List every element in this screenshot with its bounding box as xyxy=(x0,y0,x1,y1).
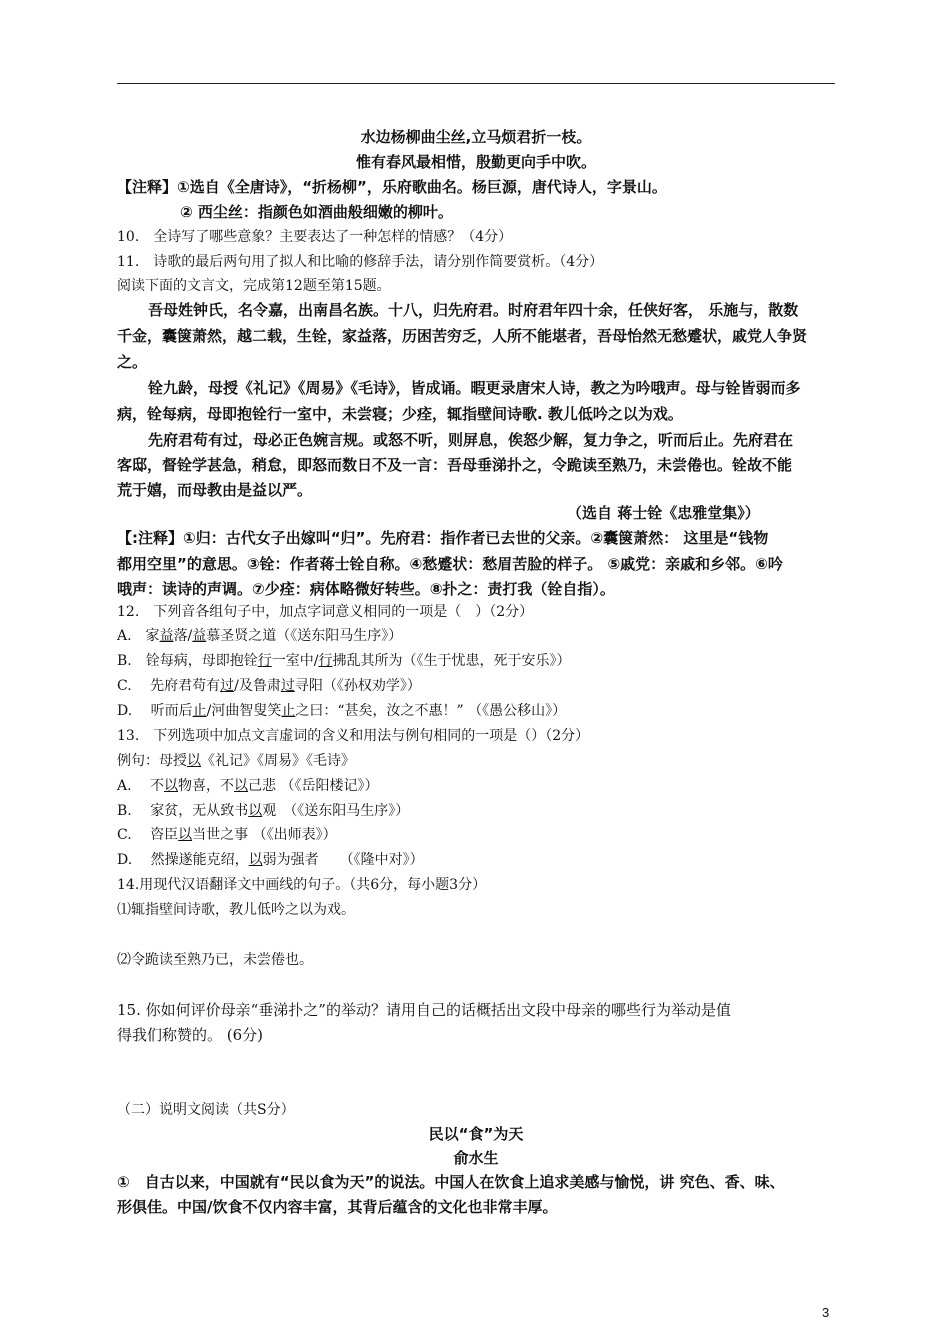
note2-line-2: 都用空里”的意思。③铨：作者蒋士铨自称。④愁蹙状：愁眉苦脸的样子。 ⑤戚党：亲戚和乡邻。⑥吟 xyxy=(117,555,783,573)
question-12-option-d: D. 听而后止/河曲智叟笑止之曰：“甚矣，汝之不惠！” （《愚公移山》） xyxy=(117,703,567,719)
underlined-word: 以 xyxy=(178,827,193,843)
question-14-sentence-1: ⑴辄指壁间诗歌，教儿低吟之以为戏。 xyxy=(117,902,355,918)
question-13-option-a: A. 不以物喜，不以己悲 （《岳阳楼记》） xyxy=(117,778,379,794)
passage-p3-line-3: 荒于嬉，而母教由是益以严。 xyxy=(117,481,313,499)
question-13-example: 例句：母授以《礼记》《周易》《毛诗》 xyxy=(117,753,355,769)
question-13-stem: 13. 下列选项中加点文言虚词的含义和用法与例句相同的一项是（）（2分） xyxy=(117,728,590,744)
question-13-option-b: B. 家贫，无从致书以观 （《送东阳马生序》） xyxy=(117,803,410,819)
passage-p3-line-2: 客邸，督铨学甚急，稍怠，即怒而数日不及一言：吾母垂涕扑之，令跪读至熟乃，未尝倦也。铨故不能 xyxy=(117,456,793,474)
question-12-stem: 12. 下列音各组句子中，加点字词意义相同的一项是（ ）（2分） xyxy=(117,604,534,620)
underlined-word: 止 xyxy=(281,703,296,719)
note2-line-3: 哦声：读诗的声调。⑦少痊：病体略微好转些。⑧扑之：责打我（铨自指）。 xyxy=(117,580,615,598)
question-13-option-d: D. 然操遂能克绍，以弱为强者 （《隆中对》） xyxy=(117,852,424,868)
question-13-option-c: C. 咨臣以当世之事 （《出师表》） xyxy=(117,827,337,843)
article-title: 民以“食”为天 xyxy=(428,1125,524,1143)
question-12-option-a: A. 家益落/益慕圣贤之道（《送东阳马生序》） xyxy=(117,628,403,644)
underlined-word: 以 xyxy=(234,778,249,794)
question-12-option-c: C. 先府君苟有过/及鲁肃过寻阳（《孙权劝学》） xyxy=(117,678,421,694)
underlined-word: 行 xyxy=(318,653,333,669)
passage-p2-line-2: 病，铨每病，母即抱铨行一室中，未尝寝；少痊，辄指壁间诗歌. 教儿低吟之以为戏。 xyxy=(117,405,683,423)
article-p1-line-1: ① 自古以来，中国就有“民以食为天”的说法。中国人在饮食上追求美感与愉悦，讲 究色、香、味、 xyxy=(117,1173,785,1191)
note1-line-1: 【注释】①选自《全唐诗》，“折杨柳”，乐府歌曲名。杨巨源，唐代诗人，字景山。 xyxy=(117,178,667,196)
underlined-word: 止 xyxy=(192,703,207,719)
passage-source: （选自 蒋士铨《忠雅堂集》） xyxy=(567,504,760,522)
note1-line-2: ② 西尘丝：指颜色如酒曲般细嫩的柳叶。 xyxy=(180,203,453,221)
question-14-sentence-2: ⑵令跪读至熟乃已，未尝倦也。 xyxy=(117,952,313,968)
passage-p1-line-3: 之。 xyxy=(117,353,148,371)
passage-p2-line-1: 铨九龄，母授《礼记》《周易》《毛诗》，皆成诵。暇更录唐宋人诗，教之为吟哦声。母与铨皆弱而多 xyxy=(148,379,801,397)
header-rule xyxy=(117,83,835,84)
passage-p1-line-1: 吾母姓钟氏，名令嘉，出南昌名族。十八，归先府君。时府君年四十余，任侠好客， 乐施与，散数 xyxy=(148,301,799,319)
underlined-word: 以 xyxy=(164,778,179,794)
underlined-word: 过 xyxy=(220,678,235,694)
underlined-word: 益 xyxy=(192,628,207,644)
underlined-word: 行 xyxy=(257,653,272,669)
question-15-line-1: 15. 你如何评价母亲“垂涕扑之”的举动？请用自己的话概括出文段中母亲的哪些行为举动是值 xyxy=(117,1001,731,1019)
poem-line-1: 水边杨柳曲尘丝,立马烦君折一枝。 xyxy=(360,128,592,146)
question-14-stem: 14.用现代汉语翻译文中画线的句子。（共6分，每小题3分） xyxy=(117,877,487,893)
section-2-heading: （二）说明文阅读（共S分） xyxy=(117,1102,295,1118)
underlined-word: 过 xyxy=(280,678,295,694)
underlined-word: 以 xyxy=(248,852,263,868)
underlined-word: 以 xyxy=(248,803,263,819)
question-11: 11. 诗歌的最后两句用了拟人和比喻的修辞手法，请分别作简要赏析。（4分） xyxy=(117,254,604,270)
question-15-line-2: 得我们称赞的。 (6分) xyxy=(117,1026,264,1044)
question-12-option-b: B. 铨每病，母即抱铨行一室中/行拂乱其所为（《生于忧患，死于安乐》） xyxy=(117,653,571,669)
note2-line-1: 【:注释】①归：古代女子出嫁叫“归”。先府君：指作者已去世的父亲。②囊箧萧然： 这里是“钱物 xyxy=(117,529,769,547)
article-p1-line-2: 形俱佳。中国/饮食不仅内容丰富，其背后蕴含的文化也非常丰厚。 xyxy=(117,1198,558,1216)
question-10: 10. 全诗写了哪些意象？主要表达了一种怎样的情感？（4分） xyxy=(117,229,513,245)
passage-p1-line-2: 千金，囊箧萧然，越二载，生铨，家益落，历困苦穷乏，人所不能堪者，吾母怡然无愁蹙状，戚党人争贤 xyxy=(117,327,808,345)
page-number: 3 xyxy=(822,1305,830,1320)
article-author: 俞水生 xyxy=(453,1149,499,1167)
underlined-word: 以 xyxy=(187,753,201,769)
reading-intro: 阅读下面的文言文，完成第12题至第15题。 xyxy=(117,278,391,294)
poem-line-2: 惟有春风最相惜，殷勤更向手中吹。 xyxy=(355,153,596,171)
underlined-word: 益 xyxy=(159,628,174,644)
passage-p3-line-1: 先府君苟有过，母必正色婉言规。或怒不听，则屏息，俟怒少解，复力争之，听而后止。先府君在 xyxy=(148,431,794,449)
